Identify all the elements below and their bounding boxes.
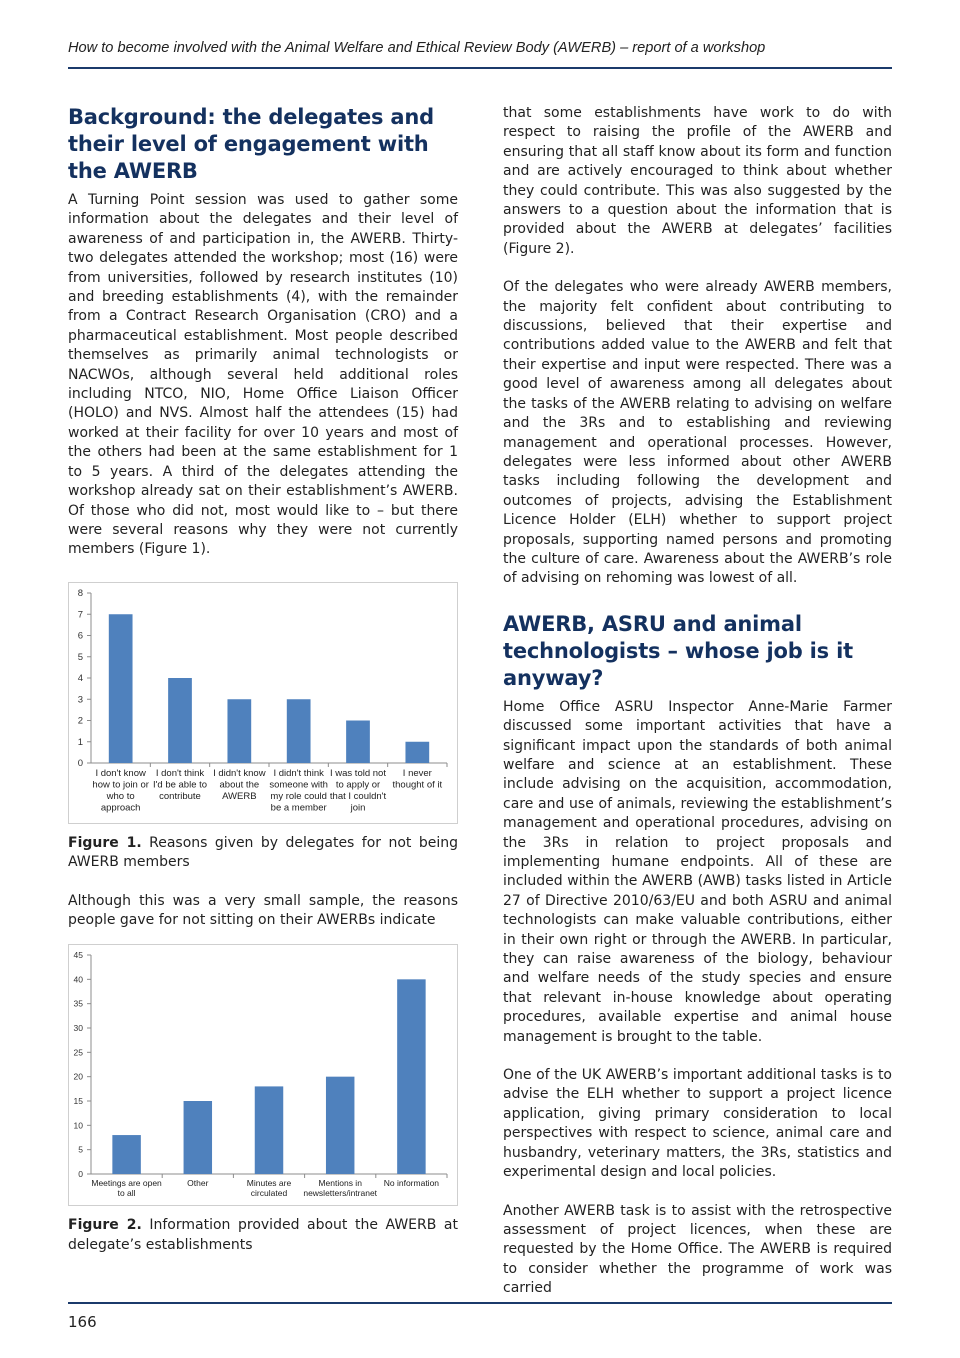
y-tick-label: 15 bbox=[73, 1096, 83, 1107]
paragraph-licence: One of the UK AWERB’s important additional tasks is to advise the ELH whether to support a project licence application, giving primary consideration to local perspectives with respect to science, animal care and husbandry, veterinary matters, the 3Rs, statistics and experimental design and local policies. bbox=[503, 1067, 892, 1181]
y-tick-label: 0 bbox=[77, 757, 83, 769]
y-tick-label: 6 bbox=[77, 630, 83, 642]
y-tick-label: 1 bbox=[77, 736, 83, 748]
bar bbox=[287, 699, 311, 763]
header-rule bbox=[68, 67, 892, 69]
figure-2-caption bbox=[68, 1216, 458, 1255]
page-number: 166 bbox=[68, 1313, 97, 1331]
bar bbox=[346, 720, 370, 763]
x-tick-label: that I couldn't bbox=[329, 790, 387, 802]
y-tick-label: 4 bbox=[77, 672, 83, 684]
bar bbox=[109, 614, 133, 763]
footer-rule bbox=[68, 1302, 892, 1304]
x-tick-label: join bbox=[350, 802, 366, 814]
paragraph-sample: Although this was a very small sample, the reasons people gave for not sitting on their AWERBs indicate bbox=[68, 892, 458, 928]
figure-1-caption bbox=[68, 834, 458, 873]
section-heading-asru: AWERB, ASRU and animal technologists – whose job is it anyway? bbox=[503, 611, 853, 690]
right-column bbox=[503, 104, 892, 1299]
figure-1-chart bbox=[68, 582, 458, 824]
x-tick-label: someone with bbox=[269, 779, 328, 791]
bar bbox=[227, 699, 251, 763]
x-tick-label: Minutes are bbox=[246, 1178, 292, 1189]
y-tick-label: 25 bbox=[73, 1047, 83, 1058]
y-tick-label: 2 bbox=[77, 715, 83, 727]
y-tick-label: 0 bbox=[78, 1169, 83, 1180]
x-tick-label: to all bbox=[117, 1188, 136, 1199]
y-tick-label: 20 bbox=[73, 1072, 83, 1083]
paragraph-retrospective: Another AWERB task is to assist with the retrospective assessment of project licences, when these are requested by the Home Office. The AWERB is required to consider whether the programme of work was carried bbox=[503, 1202, 892, 1297]
x-tick-label: be a member bbox=[270, 802, 327, 814]
x-tick-label: thought of it bbox=[392, 779, 443, 791]
x-tick-label: contribute bbox=[159, 790, 201, 802]
y-tick-label: 10 bbox=[73, 1120, 83, 1131]
left-column bbox=[68, 104, 458, 1255]
x-tick-label: Mentions in bbox=[318, 1178, 362, 1189]
figure-2-svg bbox=[69, 945, 457, 1205]
bar bbox=[184, 1101, 212, 1174]
x-tick-label: who to bbox=[106, 790, 135, 802]
paragraph-delegates: A Turning Point session was used to gather some information about the delegates and their level of awareness of and participation in, the AWERB. Thirty-two delegates attended the workshop; most (16) were from universities, followed by research institutes (10) and breeding establishments (4), with the remainder from a Contract Research Organisation (CRO) and a pharmaceutical establishment. Most people described themselves as primarily animal technologists or NACWOs, although several held additional roles including NTCO, NIO, Home Office Liaison Officer (HOLO) and NVS. Almost half the attendees (15) had worked at their facility for over 10 years and most of the others had been at the same establishment for 1 to 5 years. A third of the delegates attending the workshop already sat on their establishment’s AWERB. Of those who did not, most would like to – but there were several reasons why they were not currently members (Figure 1). bbox=[68, 192, 458, 558]
x-tick-label: how to join or bbox=[92, 779, 149, 791]
bar bbox=[112, 1135, 140, 1174]
y-tick-label: 3 bbox=[77, 693, 83, 705]
paragraph-members: Of the delegates who were already AWERB members, the majority felt confident about contributing to discussions, believed that their expertise and contributions added value to the AWERB and felt that their expertise and input were respected. There was a good level of awareness among all delegates about the tasks of the AWERB relating to advising on welfare and the 3Rs and to establishing and reviewing management and operational processes. However, delegates were less informed about other AWERB tasks including following the development and outcomes of projects, advising the Establishment Licence Holder (ELH) whether to support project proposals, supporting named persons and promoting the culture of care. Awareness about the AWERB’s role of advising on rehoming was lowest of all. bbox=[503, 279, 892, 587]
x-tick-label: my role could bbox=[270, 790, 327, 802]
y-tick-label: 40 bbox=[73, 974, 83, 985]
paragraph-inspector: Home Office ASRU Inspector Anne-Marie Farmer discussed some important activities that have a significant impact upon the standards of both animal welfare and science at an establishment. These include advising on the acquisition, accommodation, care and use of animals, reviewing the establishment’s management and operational procedures, advising on the 3Rs in relation to project proposals and implementing humane endpoints. All of these are included within the AWERB (AWB) tasks listed in Article 27 of Directive 2010/63/EU and both ASRU and animal technologists can make valuable contributions, either in their own right or through the AWERB. In particular, they can raise awareness of the biology, behaviour and welfare needs of the study species and ensure that relevant in-house knowledge about operating procedures, available expertise and animal house management is brought to the table. bbox=[503, 698, 892, 1045]
figure-1-caption-text: Reasons given by delegates for not being AWERB members bbox=[68, 834, 458, 871]
x-tick-label: about the bbox=[219, 779, 260, 791]
figure-1-label: Figure 1. bbox=[68, 834, 142, 851]
x-tick-label: I never bbox=[402, 767, 432, 779]
figure-2-caption-text: Information provided about the AWERB at delegate’s establishments bbox=[68, 1217, 458, 1253]
y-tick-label: 7 bbox=[77, 608, 83, 620]
bar bbox=[326, 1077, 354, 1174]
x-tick-label: newsletters/intranet bbox=[303, 1188, 378, 1199]
y-tick-label: 45 bbox=[73, 950, 83, 961]
x-tick-label: to apply or bbox=[335, 779, 381, 791]
x-tick-label: Meetings are open bbox=[91, 1178, 162, 1189]
x-tick-label: Other bbox=[187, 1178, 209, 1189]
x-tick-label: I don't know bbox=[95, 767, 146, 779]
running-header: How to become involved with the Animal Welfare and Ethical Review Body (AWERB) – report of a workshop bbox=[68, 40, 766, 56]
x-tick-label: I didn't know bbox=[213, 767, 266, 779]
x-tick-label: I was told not bbox=[330, 767, 386, 779]
bar bbox=[255, 1087, 283, 1175]
x-tick-label: No information bbox=[383, 1178, 440, 1189]
bar bbox=[405, 741, 429, 762]
figure-2-label: Figure 2. bbox=[68, 1217, 142, 1234]
y-tick-label: 8 bbox=[77, 587, 83, 599]
figure-2-chart bbox=[68, 944, 458, 1206]
x-tick-label: approach bbox=[100, 802, 141, 814]
bar bbox=[168, 678, 192, 763]
y-tick-label: 35 bbox=[73, 999, 83, 1010]
x-tick-label: AWERB bbox=[222, 790, 257, 802]
x-tick-label: I don't think bbox=[155, 767, 205, 779]
x-tick-label: I'd be able to bbox=[152, 779, 208, 791]
y-tick-label: 5 bbox=[78, 1145, 83, 1156]
y-tick-label: 5 bbox=[77, 651, 83, 663]
x-tick-label: circulated bbox=[250, 1188, 288, 1199]
bar bbox=[397, 980, 425, 1175]
paragraph-profile: that some establishments have work to do with respect to raising the profile of the AWERB and ensuring that all staff know about its form and function and are actively encouraged to think about whether they could contribute. This was also suggested by the answers to a question about the information that is provided about the AWERB at delegates’ facilities (Figure 2). bbox=[503, 105, 892, 257]
y-tick-label: 30 bbox=[73, 1023, 83, 1034]
figure-1-svg bbox=[69, 583, 457, 823]
section-heading-background: Background: the delegates and their level of engagement with the AWERB bbox=[68, 105, 434, 183]
x-tick-label: I didn't think bbox=[273, 767, 324, 779]
